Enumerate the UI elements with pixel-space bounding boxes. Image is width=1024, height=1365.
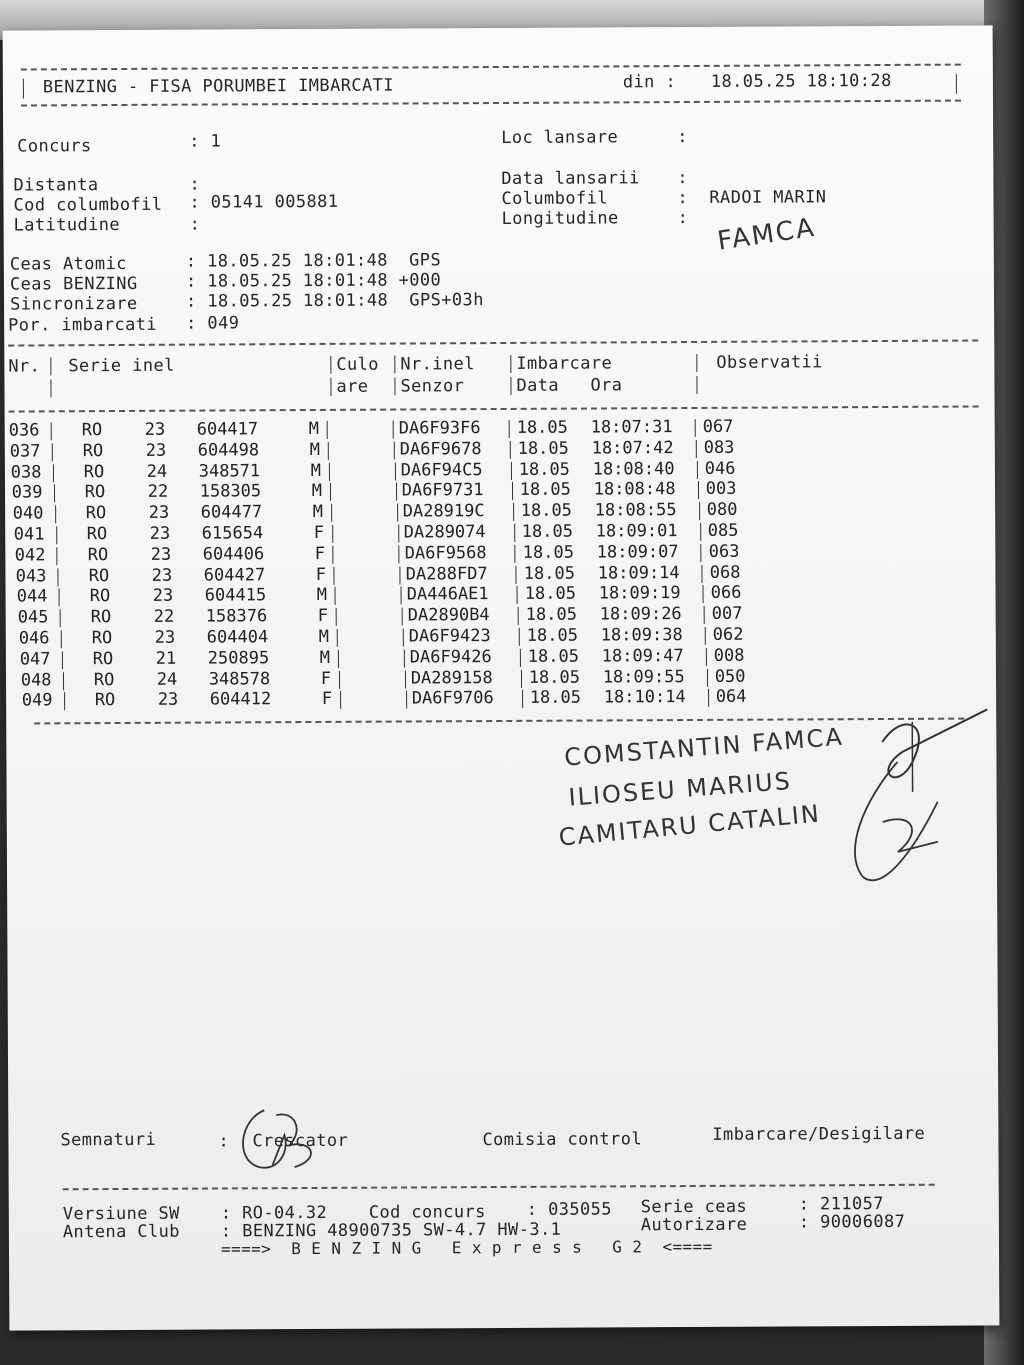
header-data: Data bbox=[516, 375, 560, 396]
versiune-sw-value: : RO-04.32 bbox=[220, 1202, 328, 1224]
row-year: 24 bbox=[146, 461, 168, 482]
report-datetime: 18.05.25 18:10:28 bbox=[710, 70, 892, 92]
column-separator bbox=[55, 506, 56, 524]
row-number: 049 bbox=[21, 690, 53, 711]
column-separator bbox=[62, 651, 63, 669]
row-observatii: 007 bbox=[711, 603, 743, 625]
committee-signature bbox=[842, 701, 993, 892]
column-separator bbox=[396, 483, 397, 501]
row-sensor-id: DA6F9423 bbox=[408, 626, 491, 647]
row-number: 045 bbox=[17, 607, 49, 628]
row-country: RO bbox=[92, 648, 114, 669]
row-ring-number: 250895 bbox=[207, 648, 270, 669]
row-country: RO bbox=[91, 628, 113, 649]
column-separator bbox=[397, 504, 398, 522]
handwritten-committee-1: COMSTANTIN FAMCA bbox=[563, 722, 845, 772]
imbarcare-desigilare-label: Imbarcare/Desigilare bbox=[712, 1123, 926, 1145]
row-sex: M bbox=[319, 647, 331, 668]
row-sex: M bbox=[310, 460, 322, 481]
autorizare-value: : 90006087 bbox=[798, 1211, 906, 1233]
header-culoare-2: are bbox=[336, 376, 369, 397]
row-sex: F bbox=[314, 543, 326, 564]
antena-club-value: : BENZING 48900735 SW-4.7 HW-3.1 bbox=[220, 1219, 562, 1242]
row-year: 22 bbox=[153, 606, 175, 628]
column-separator bbox=[63, 672, 64, 690]
row-observatii: 046 bbox=[704, 458, 736, 479]
serie-ceas-label: Serie ceas bbox=[640, 1196, 748, 1218]
row-date: 18.05 bbox=[519, 480, 571, 501]
row-year: 23 bbox=[149, 523, 171, 544]
row-country: RO bbox=[84, 482, 106, 503]
column-separator bbox=[705, 627, 706, 645]
semnaturi-label: Semnaturi bbox=[60, 1129, 157, 1151]
column-separator bbox=[702, 565, 703, 583]
header-left-bar bbox=[23, 78, 24, 98]
row-sensor-id: DA2890B4 bbox=[407, 605, 490, 626]
column-separator bbox=[338, 650, 339, 668]
row-observatii: 008 bbox=[713, 645, 745, 666]
row-country: RO bbox=[83, 461, 105, 482]
printout-sheet bbox=[3, 25, 1000, 1330]
column-separator bbox=[56, 526, 57, 544]
column-separator bbox=[701, 544, 702, 562]
row-sex: M bbox=[318, 626, 330, 647]
row-sex: M bbox=[312, 502, 324, 523]
header-sep bbox=[696, 376, 697, 394]
columbofil-value: : RADOI MARIN bbox=[677, 187, 827, 209]
column-separator bbox=[512, 482, 513, 500]
row-time: 18:09:01 bbox=[595, 521, 678, 542]
row-country: RO bbox=[94, 690, 116, 711]
sincronizare-value: : 18.05.25 18:01:48 GPS+03h bbox=[185, 290, 484, 312]
column-separator bbox=[522, 690, 523, 708]
row-year: 23 bbox=[154, 627, 176, 648]
row-year: 23 bbox=[150, 544, 172, 565]
row-ring-number: 604427 bbox=[203, 564, 266, 586]
row-year: 22 bbox=[147, 482, 169, 503]
row-sex: M bbox=[311, 481, 323, 502]
column-separator bbox=[332, 525, 333, 543]
column-separator bbox=[404, 649, 405, 667]
row-number: 040 bbox=[12, 503, 44, 524]
row-time: 18:09:55 bbox=[602, 666, 685, 688]
row-sex: F bbox=[315, 564, 327, 585]
row-number: 043 bbox=[15, 565, 47, 587]
row-year: 23 bbox=[152, 586, 174, 607]
row-sensor-id: DA446AE1 bbox=[406, 584, 489, 605]
row-ring-number: 604415 bbox=[204, 585, 267, 606]
row-observatii: 080 bbox=[706, 499, 738, 521]
row-sex: M bbox=[309, 439, 320, 460]
column-separator bbox=[704, 606, 705, 624]
loc-lansare-label: Loc lansare bbox=[501, 127, 619, 148]
row-time: 18:09:26 bbox=[599, 604, 682, 625]
row-time: 18:10:14 bbox=[603, 687, 686, 708]
column-separator bbox=[703, 585, 704, 603]
row-year: 21 bbox=[155, 648, 177, 669]
column-separator bbox=[516, 566, 517, 584]
row-country: RO bbox=[93, 669, 115, 690]
row-year: 23 bbox=[157, 690, 179, 711]
row-sensor-id: DA6F9706 bbox=[411, 688, 494, 709]
column-separator bbox=[517, 586, 518, 604]
row-number: 038 bbox=[10, 461, 42, 483]
column-separator bbox=[706, 648, 707, 666]
column-separator bbox=[521, 669, 522, 687]
column-separator bbox=[708, 689, 709, 707]
column-separator bbox=[60, 609, 61, 627]
header-nr-inel: Nr.inel bbox=[400, 354, 475, 375]
row-number: 036 bbox=[8, 420, 40, 441]
row-year: 23 bbox=[145, 440, 167, 461]
row-sex: F bbox=[317, 606, 329, 627]
column-separator bbox=[328, 442, 329, 460]
row-number: 046 bbox=[18, 628, 50, 649]
row-number: 047 bbox=[19, 649, 51, 670]
column-separator bbox=[327, 421, 328, 439]
column-separator bbox=[700, 523, 701, 541]
table-header-rule bbox=[9, 405, 979, 412]
por-imbarcati-label: Por. imbarcati bbox=[8, 314, 158, 336]
row-ring-number: 604477 bbox=[200, 502, 263, 523]
row-observatii: 064 bbox=[715, 687, 747, 708]
row-date: 18.05 bbox=[517, 438, 569, 459]
row-date: 18.05 bbox=[522, 542, 574, 563]
row-sex: M bbox=[308, 418, 319, 440]
column-separator bbox=[64, 693, 65, 711]
distanta-label: Distanta bbox=[13, 175, 99, 196]
row-sex: F bbox=[321, 689, 333, 710]
table-top-rule bbox=[8, 339, 978, 346]
row-ring-number: 615654 bbox=[201, 523, 264, 544]
column-separator bbox=[335, 587, 336, 605]
row-sensor-id: DA289158 bbox=[410, 667, 493, 689]
row-time: 18:09:14 bbox=[597, 562, 680, 584]
column-separator bbox=[511, 462, 512, 480]
row-sensor-id: DA6F9568 bbox=[404, 542, 487, 564]
handwritten-committee-2: ILIOSEU MARIUS bbox=[567, 766, 793, 812]
column-separator bbox=[54, 485, 55, 503]
row-date: 18.05 bbox=[525, 604, 578, 626]
row-country: RO bbox=[90, 607, 112, 628]
data-lansarii-value: : bbox=[677, 168, 689, 189]
distanta-value: : bbox=[189, 174, 201, 195]
column-separator bbox=[333, 546, 334, 564]
row-date: 18.05 bbox=[526, 625, 579, 646]
header-bottom-rule bbox=[21, 100, 961, 107]
header-sep bbox=[394, 378, 395, 396]
row-time: 18:09:19 bbox=[598, 583, 681, 604]
column-separator bbox=[53, 464, 54, 482]
latitudine-label: Latitudine bbox=[13, 214, 121, 236]
row-ring-number: 158305 bbox=[199, 481, 262, 502]
report-from-label: din : bbox=[622, 72, 677, 93]
row-date: 18.05 bbox=[518, 459, 570, 480]
row-sensor-id: DA289074 bbox=[403, 522, 486, 543]
row-time: 18:09:07 bbox=[596, 541, 679, 563]
row-date: 18.05 bbox=[516, 417, 568, 438]
column-separator bbox=[697, 461, 698, 479]
data-lansarii-label: Data lansarii bbox=[501, 168, 640, 189]
column-separator bbox=[399, 545, 400, 563]
column-separator bbox=[695, 419, 696, 437]
header-ora: Ora bbox=[590, 375, 623, 396]
header-right-bar bbox=[956, 74, 957, 94]
row-sensor-id: DA28919C bbox=[402, 501, 485, 522]
row-observatii: 066 bbox=[710, 583, 742, 604]
row-country: RO bbox=[87, 544, 109, 565]
column-separator bbox=[57, 547, 58, 565]
header-senzor: Senzor bbox=[400, 376, 465, 397]
header-sep bbox=[50, 357, 51, 375]
row-year: 24 bbox=[156, 669, 178, 690]
columbofil-label: Columbofil bbox=[501, 188, 608, 209]
row-year: 23 bbox=[148, 502, 170, 524]
row-country: RO bbox=[88, 565, 110, 586]
column-separator bbox=[696, 440, 697, 458]
row-ring-number: 604406 bbox=[202, 544, 265, 565]
antena-club-label: Antena Club bbox=[62, 1221, 180, 1243]
header-sep bbox=[394, 356, 395, 374]
column-separator bbox=[334, 566, 335, 584]
row-sex: F bbox=[313, 522, 325, 543]
row-country: RO bbox=[89, 586, 111, 607]
versiune-sw-label: Versiune SW bbox=[62, 1203, 180, 1225]
column-separator bbox=[509, 420, 510, 438]
row-time: 18:08:55 bbox=[594, 500, 677, 521]
row-observatii: 068 bbox=[709, 562, 741, 583]
column-separator bbox=[61, 630, 62, 648]
cod-concurs-value: : 035055 bbox=[526, 1199, 612, 1220]
header-sep bbox=[696, 354, 697, 372]
row-sensor-id: DA6F9678 bbox=[399, 438, 482, 460]
row-time: 18:09:47 bbox=[601, 645, 684, 667]
row-sensor-id: DA6F9731 bbox=[401, 480, 484, 501]
row-number: 044 bbox=[16, 586, 48, 607]
sincronizare-label: Sincronizare bbox=[9, 293, 138, 315]
row-date: 18.05 bbox=[524, 583, 576, 605]
crescator-signature bbox=[234, 1105, 324, 1175]
row-ring-number: 348578 bbox=[208, 668, 271, 690]
row-time: 18:08:48 bbox=[593, 479, 676, 500]
row-sensor-id: DA6F9426 bbox=[409, 646, 492, 668]
column-separator bbox=[707, 669, 708, 687]
row-number: 037 bbox=[9, 441, 41, 462]
row-time: 18:09:38 bbox=[600, 625, 683, 646]
cod-concurs-label: Cod concurs bbox=[368, 1202, 486, 1223]
row-year: 23 bbox=[144, 419, 166, 440]
column-separator bbox=[330, 483, 331, 501]
header-sep bbox=[50, 379, 51, 397]
ceas-benzing-value: : 18.05.25 18:01:48 +000 bbox=[185, 270, 442, 292]
header-sep bbox=[510, 355, 511, 373]
column-separator bbox=[393, 421, 394, 439]
column-separator bbox=[331, 504, 332, 522]
column-separator bbox=[405, 670, 406, 688]
concurs-value: : 1 bbox=[189, 131, 222, 152]
row-observatii: 062 bbox=[712, 624, 744, 645]
brand-line: ====> B E N Z I N G E x p r e s s G 2 <==== bbox=[220, 1236, 713, 1259]
column-separator bbox=[59, 589, 60, 607]
loc-lansare-value: : bbox=[677, 127, 688, 148]
header-sep bbox=[510, 377, 511, 395]
ceas-benzing-label: Ceas BENZING bbox=[9, 273, 138, 295]
longitudine-label: Longitudine bbox=[501, 208, 619, 229]
row-sex: F bbox=[320, 668, 332, 689]
column-separator bbox=[395, 462, 396, 480]
row-year: 23 bbox=[151, 565, 173, 586]
header-imbarcare: Imbarcare bbox=[516, 353, 613, 374]
comisia-control-label: Comisia control bbox=[482, 1129, 643, 1151]
row-date: 18.05 bbox=[529, 687, 582, 709]
column-separator bbox=[400, 566, 401, 584]
report-title: BENZING - FISA PORUMBEI IMBARCATI bbox=[42, 75, 394, 98]
ceas-atomic-label: Ceas Atomic bbox=[9, 253, 127, 275]
row-observatii: 083 bbox=[703, 437, 735, 458]
row-ring-number: 604404 bbox=[206, 627, 269, 648]
header-top-rule bbox=[21, 64, 961, 71]
header-nr: Nr. bbox=[8, 356, 41, 377]
column-separator bbox=[339, 670, 340, 688]
autorizare-label: Autorizare bbox=[640, 1214, 748, 1236]
handwritten-name-famca: FAMCA bbox=[715, 212, 818, 257]
footer-rule bbox=[63, 1184, 935, 1191]
column-separator bbox=[514, 524, 515, 542]
row-sensor-id: DA6F93F6 bbox=[398, 418, 481, 439]
column-separator bbox=[340, 691, 341, 709]
row-country: RO bbox=[82, 440, 104, 461]
concurs-label: Concurs bbox=[17, 136, 92, 157]
row-ring-number: 604417 bbox=[196, 419, 259, 440]
por-imbarcati-value: : 049 bbox=[186, 313, 240, 334]
column-separator bbox=[519, 628, 520, 646]
column-separator bbox=[401, 587, 402, 605]
column-separator bbox=[398, 525, 399, 543]
column-separator bbox=[329, 462, 330, 480]
row-ring-number: 348571 bbox=[198, 460, 261, 482]
header-serie-inel: Serie inel bbox=[68, 355, 175, 377]
cod-columbofil-label: Cod columbofil bbox=[13, 194, 163, 216]
column-separator bbox=[52, 443, 53, 461]
column-separator bbox=[406, 691, 407, 709]
row-date: 18.05 bbox=[520, 500, 572, 522]
row-observatii: 067 bbox=[702, 416, 734, 437]
row-sex: M bbox=[316, 585, 328, 606]
cod-columbofil-value: : 05141 005881 bbox=[189, 191, 339, 213]
row-date: 18.05 bbox=[527, 646, 580, 667]
row-time: 18:07:42 bbox=[591, 437, 674, 459]
column-separator bbox=[51, 422, 52, 440]
table-row bbox=[22, 687, 782, 712]
column-separator bbox=[337, 629, 338, 647]
row-observatii: 050 bbox=[714, 666, 746, 687]
column-separator bbox=[510, 441, 511, 459]
row-country: RO bbox=[85, 503, 107, 524]
column-separator bbox=[699, 502, 700, 520]
header-sep bbox=[330, 356, 331, 374]
row-observatii: 003 bbox=[705, 479, 737, 500]
row-date: 18.05 bbox=[521, 521, 573, 542]
column-separator bbox=[336, 608, 337, 626]
row-observatii: 085 bbox=[707, 520, 739, 541]
column-separator bbox=[513, 503, 514, 521]
semnaturi-colon: : bbox=[218, 1131, 230, 1152]
longitudine-value: : bbox=[677, 208, 689, 229]
header-observatii: Observatii bbox=[716, 352, 823, 373]
row-observatii: 063 bbox=[708, 541, 740, 562]
header-sep bbox=[330, 378, 331, 396]
row-number: 048 bbox=[20, 669, 52, 691]
row-date: 18.05 bbox=[523, 563, 575, 584]
row-country: RO bbox=[86, 524, 108, 545]
column-separator bbox=[402, 608, 403, 626]
row-ring-number: 604412 bbox=[209, 689, 272, 710]
column-separator bbox=[518, 607, 519, 625]
handwritten-committee-3: CAMITARU CATALIN bbox=[557, 799, 822, 852]
row-date: 18.05 bbox=[528, 667, 581, 688]
ceas-atomic-value: : 18.05.25 18:01:48 GPS bbox=[185, 250, 442, 272]
row-number: 041 bbox=[13, 524, 45, 545]
row-number: 042 bbox=[14, 545, 46, 566]
row-time: 18:07:31 bbox=[590, 417, 673, 438]
column-separator bbox=[394, 441, 395, 459]
row-country: RO bbox=[81, 420, 103, 441]
serie-ceas-value: : 211057 bbox=[798, 1194, 884, 1215]
crescator-label: Crescator bbox=[252, 1130, 349, 1152]
row-ring-number: 604498 bbox=[197, 440, 260, 461]
row-number: 039 bbox=[11, 482, 43, 503]
column-separator bbox=[515, 545, 516, 563]
column-separator bbox=[58, 568, 59, 586]
row-time: 18:08:40 bbox=[592, 458, 675, 480]
row-sensor-id: DA6F94C5 bbox=[400, 459, 483, 481]
row-sensor-id: DA288FD7 bbox=[405, 563, 488, 585]
column-separator bbox=[698, 481, 699, 499]
column-separator bbox=[403, 629, 404, 647]
latitudine-value: : bbox=[189, 214, 201, 235]
row-ring-number: 158376 bbox=[205, 606, 268, 627]
column-separator bbox=[520, 649, 521, 667]
header-culoare: Culo bbox=[336, 354, 379, 375]
